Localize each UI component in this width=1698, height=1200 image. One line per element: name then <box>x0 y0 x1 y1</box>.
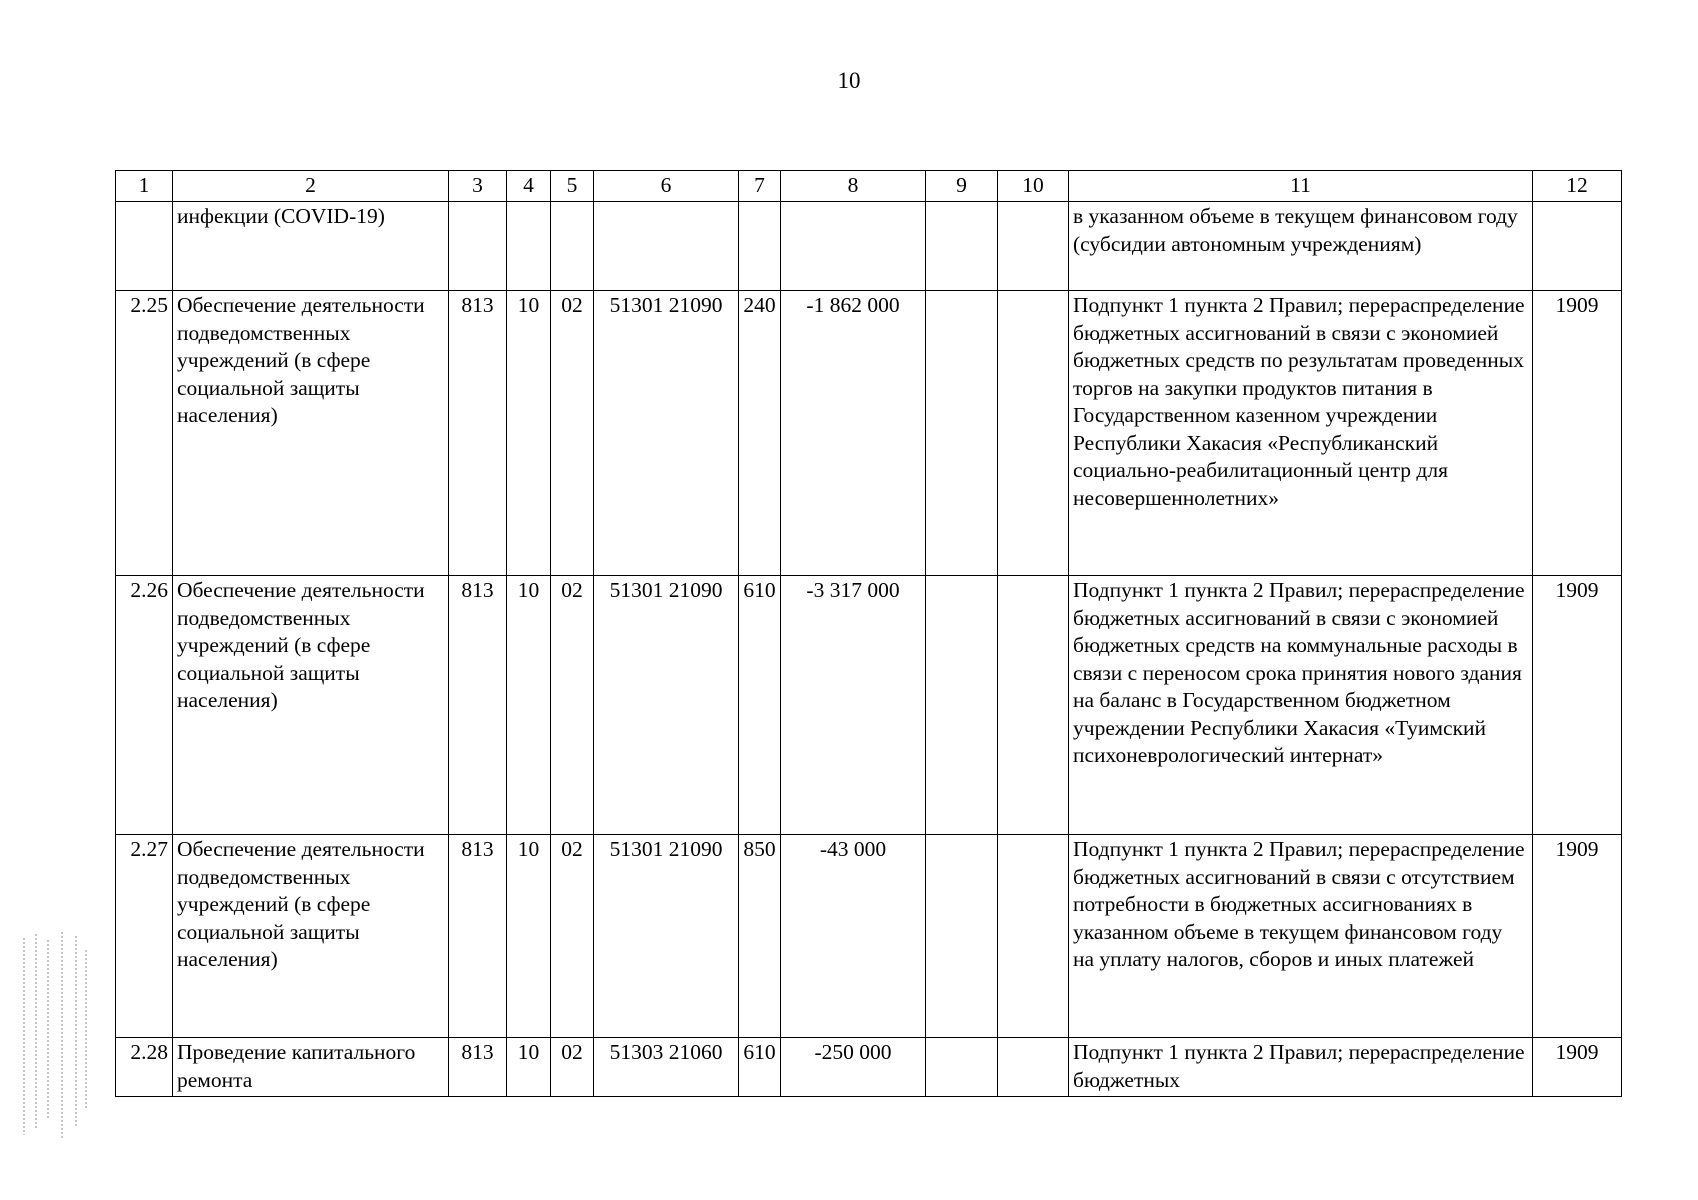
code-cell: 1909 <box>1533 835 1622 1038</box>
row-number: 2.28 <box>116 1038 173 1097</box>
amount-cell <box>998 1038 1069 1097</box>
code-cell: 51301 21090 <box>594 291 739 576</box>
row-number: 2.25 <box>116 291 173 576</box>
code-cell: 51301 21090 <box>594 576 739 835</box>
column-header: 12 <box>1533 171 1622 202</box>
budget-table <box>115 170 1622 1097</box>
table-row <box>116 202 1622 291</box>
row-number: 2.27 <box>116 835 173 1038</box>
code-cell: 02 <box>551 835 594 1038</box>
column-header: 6 <box>594 171 739 202</box>
row-number <box>116 202 173 291</box>
code-cell: 850 <box>739 835 781 1038</box>
row-number: 2.26 <box>116 576 173 835</box>
column-header: 5 <box>551 171 594 202</box>
amount-cell <box>926 576 998 835</box>
amount-cell <box>926 835 998 1038</box>
code-cell: 10 <box>507 1038 551 1097</box>
column-header: 3 <box>449 171 507 202</box>
basis-text: Подпункт 1 пункта 2 Правил; перераспределение бюджетных ассигнований в связи с отсутствием потребности в бюджетных ассигнованиях в указанном объеме в текущем финансовом году на уплату налогов, сборов и иных платежей <box>1069 835 1533 1038</box>
amount-cell: -1 862 000 <box>781 291 926 576</box>
amount-cell: -43 000 <box>781 835 926 1038</box>
amount-cell: -3 317 000 <box>781 576 926 835</box>
code-cell: 10 <box>507 291 551 576</box>
basis-text: Подпункт 1 пункта 2 Правил; перераспределение бюджетных ассигнований в связи с экономией бюджетных средств на коммунальные расходы в связи с переносом срока принятия нового здания на баланс в Государственном бюджетном учреждении Республики Хакасия «Туимский психоневрологический интернат» <box>1069 576 1533 835</box>
basis-text: Подпункт 1 пункта 2 Правил; перераспределение бюджетных ассигнований в связи с экономией бюджетных средств по результатам проведенных торгов на закупки продуктов питания в Государственном казенном учреждении Республики Хакасия «Республиканский социально-реабилитационный центр для несовершеннолетних» <box>1069 291 1533 576</box>
code-cell: 02 <box>551 291 594 576</box>
code-cell: 813 <box>449 835 507 1038</box>
amount-cell <box>926 291 998 576</box>
column-header: 1 <box>116 171 173 202</box>
code-cell: 813 <box>449 291 507 576</box>
basis-text: в указанном объеме в текущем финансовом году (субсидии автономным учреждениям) <box>1069 202 1533 291</box>
basis-text: Подпункт 1 пункта 2 Правил; перераспределение бюджетных <box>1069 1038 1533 1097</box>
code-cell: 813 <box>449 576 507 835</box>
expense-name: Проведение капитального ремонта <box>173 1038 449 1097</box>
code-cell: 1909 <box>1533 291 1622 576</box>
column-header: 4 <box>507 171 551 202</box>
code-cell: 51303 21060 <box>594 1038 739 1097</box>
stamp-icon <box>18 930 90 1140</box>
code-cell <box>551 202 594 291</box>
table-header-row <box>116 171 1622 202</box>
amount-cell <box>998 576 1069 835</box>
table-row <box>116 835 1622 1038</box>
code-cell <box>739 202 781 291</box>
column-header: 8 <box>781 171 926 202</box>
code-cell: 02 <box>551 576 594 835</box>
code-cell: 240 <box>739 291 781 576</box>
column-header: 11 <box>1069 171 1533 202</box>
code-cell: 02 <box>551 1038 594 1097</box>
expense-name: Обеспечение деятельности подведомственных учреждений (в сфере социальной защиты населения) <box>173 576 449 835</box>
column-header: 9 <box>926 171 998 202</box>
amount-cell <box>926 1038 998 1097</box>
column-header: 7 <box>739 171 781 202</box>
column-header: 2 <box>173 171 449 202</box>
code-cell: 10 <box>507 835 551 1038</box>
code-cell: 1909 <box>1533 1038 1622 1097</box>
code-cell: 10 <box>507 576 551 835</box>
amount-cell <box>998 202 1069 291</box>
expense-name: Обеспечение деятельности подведомственных учреждений (в сфере социальной защиты населения) <box>173 291 449 576</box>
code-cell: 610 <box>739 1038 781 1097</box>
code-cell <box>449 202 507 291</box>
page-number: 10 <box>837 68 861 93</box>
table-row <box>116 291 1622 576</box>
amount-cell <box>998 835 1069 1038</box>
expense-name: инфекции (COVID-19) <box>173 202 449 291</box>
code-cell <box>507 202 551 291</box>
column-header: 10 <box>998 171 1069 202</box>
code-cell: 610 <box>739 576 781 835</box>
code-cell: 813 <box>449 1038 507 1097</box>
amount-cell: -250 000 <box>781 1038 926 1097</box>
code-cell: 1909 <box>1533 576 1622 835</box>
code-cell: 51301 21090 <box>594 835 739 1038</box>
code-cell <box>1533 202 1622 291</box>
amount-cell <box>998 291 1069 576</box>
table-row <box>116 576 1622 835</box>
code-cell <box>594 202 739 291</box>
table-row <box>116 1038 1622 1097</box>
amount-cell <box>781 202 926 291</box>
expense-name: Обеспечение деятельности подведомственных учреждений (в сфере социальной защиты населения) <box>173 835 449 1038</box>
amount-cell <box>926 202 998 291</box>
